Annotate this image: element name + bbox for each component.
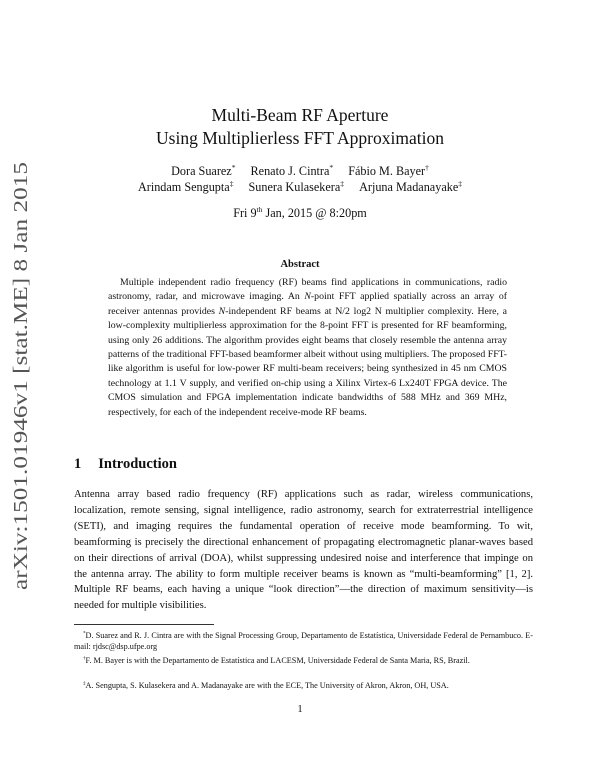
footnote: ‡A. Sengupta, S. Kulasekera and A. Madanayake are with the ECE, The University of Akron, Akron, OH, USA. bbox=[83, 680, 449, 690]
author: Arindam Sengupta‡ bbox=[137, 178, 234, 194]
paper-date: Fri 9th Jan, 2015 @ 8:20pm bbox=[233, 204, 367, 220]
paper-title bbox=[0, 104, 600, 150]
arxiv-stamp-text: arXiv:1501.01946v1 [stat.ME] 8 Jan 2015 bbox=[11, 259, 32, 590]
authors-row-1 bbox=[0, 164, 600, 179]
author: Arjuna Madanayake‡ bbox=[359, 178, 463, 194]
author: Renato J. Cintra* bbox=[250, 162, 334, 178]
author: Sunera Kulasekera‡ bbox=[248, 178, 345, 194]
intro-paragraph: Antenna array based radio frequency (RF) applications such as radar, wireless communications, localization, remote sensing, signal intelligence, radio astronomy, search for extraterrestrial intelligence (SETI), and imaging requires the fundamental operation of receive mode beamforming. To wit, beamforming is precisely the directional enhancement of propagating electromagnetic planar-waves based on their directions of arrival (DOA), whilst suppressing undesired noise and interference that impinge on the antenna array. The ability to form multiple receiver beams is known as “multi-beamforming” [1, 2]. Multiple RF beams, each having a unique “look direction”—the direction of maximum sensitivity—is needed for multiple visibilities. bbox=[74, 489, 533, 612]
title-line-2: Using Multiplierless FFT Approximation bbox=[156, 128, 444, 148]
abstract-text: Multiple independent radio frequency (RF) beams find applications in communications, radio astronomy, radar, and microwave imaging. An N-point FFT applied spatially across an array of receiver antennas provides N-independent RF beams at N/2 log2 N multiplier complexity. Here, a low-complexity multiplierless approximation for the 8-point FFT is presented for RF beamforming, using only 26 additions. The algorithm provides eight beams that closely resemble the antenna array patterns of the traditional FFT-based beamformer albeit without using multipliers. The proposed FFT-like algorithm is useful for low-power RF multi-beam receivers; being synthesized in 45 nm CMOS technology at 1.1 V supply, and verified on-chip using a Xilinx Virtex-6 Lx240T FPGA device. The CMOS simulation and FPGA implementation indicate bandwidths of 588 MHz and 369 MHz, respectively, for each of the independent receive-mode RF beams. bbox=[108, 277, 507, 418]
arxiv-stamp bbox=[2, 160, 38, 590]
author: Fábio M. Bayer† bbox=[348, 162, 429, 178]
complexity-formula: N/2 log2 N bbox=[335, 305, 382, 317]
title-line-1: Multi-Beam RF Aperture bbox=[211, 105, 389, 125]
section-heading bbox=[74, 456, 177, 473]
authors-row-2 bbox=[0, 180, 600, 195]
section-number: 1 bbox=[74, 456, 82, 472]
author: Dora Suarez* bbox=[171, 162, 236, 178]
page-number: 1 bbox=[297, 704, 303, 715]
footnote: *D. Suarez and R. J. Cintra are with the Signal Processing Group, Departamento de Estatística, Universidade Federal de Pernambuco. E-mail: rjdsc@dsp.ufpe.org bbox=[74, 630, 533, 652]
footnote-rule bbox=[74, 624, 214, 625]
footnote: †F. M. Bayer is with the Departamento de Estatística and LACESM, Universidade Federal de Santa Maria, RS, Brazil. bbox=[83, 655, 470, 665]
section-title: Introduction bbox=[98, 456, 177, 472]
abstract-heading: Abstract bbox=[280, 259, 320, 270]
